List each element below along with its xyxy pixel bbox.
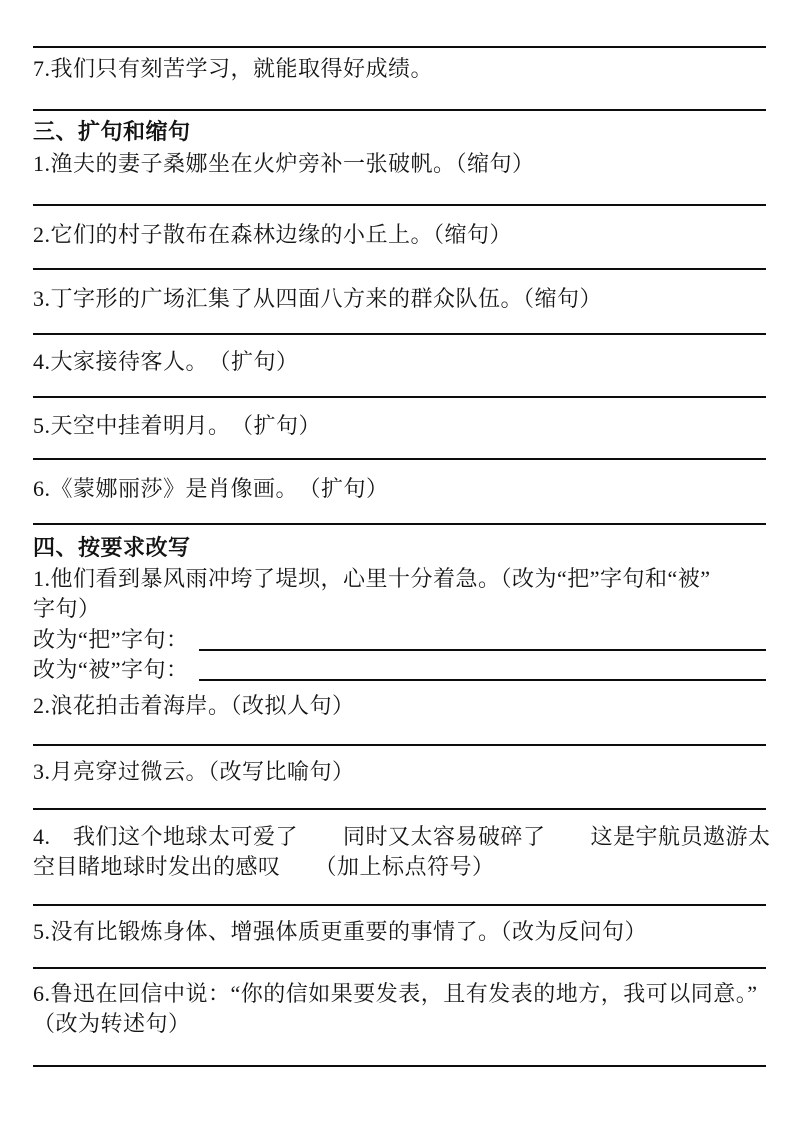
divider-line xyxy=(33,523,766,525)
rewrite-bei-row xyxy=(33,656,766,684)
answer-space-line xyxy=(33,396,766,398)
section4-item2: 2.浪花拍击着海岸。（改拟人句） xyxy=(33,693,355,718)
section3-item4: 4.大家接待客人。 （扩句） xyxy=(33,349,299,374)
answer-space-line xyxy=(33,1065,766,1067)
section4-item5: 5.没有比锻炼身体、增强体质更重要的事情了。（改为反问句） xyxy=(33,919,648,944)
answer-space-line xyxy=(33,744,766,746)
section4-item6-line2: （改为转述句） xyxy=(33,1011,191,1036)
section3-item5: 5.天空中挂着明月。 （扩句） xyxy=(33,413,322,438)
section3-item2: 2.它们的村子散布在森林边缘的小丘上。（缩句） xyxy=(33,222,513,247)
section3-heading: 三、扩句和缩句 xyxy=(33,119,191,144)
section4-item4-line1: 4. 我们这个地球太可爱了 同时又太容易破碎了 这是宇航员遨游太 xyxy=(33,824,771,849)
section4-item6-line1: 6.鲁迅在回信中说：“你的信如果要发表，且有发表的地方，我可以同意。” xyxy=(33,981,758,1006)
answer-space-line xyxy=(33,904,766,906)
section4-item1-line1: 1.他们看到暴风雨冲垮了堤坝，心里十分着急。（改为“把”字句和“被” xyxy=(33,566,711,591)
section4-heading: 四、按要求改写 xyxy=(33,535,191,560)
section4-item4-line2: 空目睹地球时发出的感叹 （加上标点符号） xyxy=(33,854,495,879)
answer-space-line xyxy=(33,458,766,460)
answer-blank-line xyxy=(199,659,766,681)
section3-item1: 1.渔夫的妻子桑娜坐在火炉旁补一张破帆。（缩句） xyxy=(33,151,535,176)
section4-item3: 3.月亮穿过微云。（改写比喻句） xyxy=(33,759,355,784)
answer-space-line xyxy=(33,967,766,969)
answer-space-line xyxy=(33,333,766,335)
answer-space-line xyxy=(33,204,766,206)
section4-item1-line2: 字句） xyxy=(33,596,101,621)
divider-line xyxy=(33,109,766,111)
answer-blank-line xyxy=(199,629,766,651)
divider-line xyxy=(33,46,766,48)
answer-space-line xyxy=(33,808,766,810)
question-text-item7: 7.我们只有刻苦学习，就能取得好成绩。 xyxy=(33,56,434,81)
section3-item3: 3.丁字形的广场汇集了从四面八方来的群众队伍。（缩句） xyxy=(33,286,603,311)
answer-space-line xyxy=(33,268,766,270)
rewrite-ba-label: 改为“把”字句： xyxy=(33,627,189,652)
section3-item6: 6.《蒙娜丽莎》是肖像画。 （扩句） xyxy=(33,476,389,501)
rewrite-ba-row xyxy=(33,626,766,654)
rewrite-bei-label: 改为“被”字句： xyxy=(33,657,189,682)
